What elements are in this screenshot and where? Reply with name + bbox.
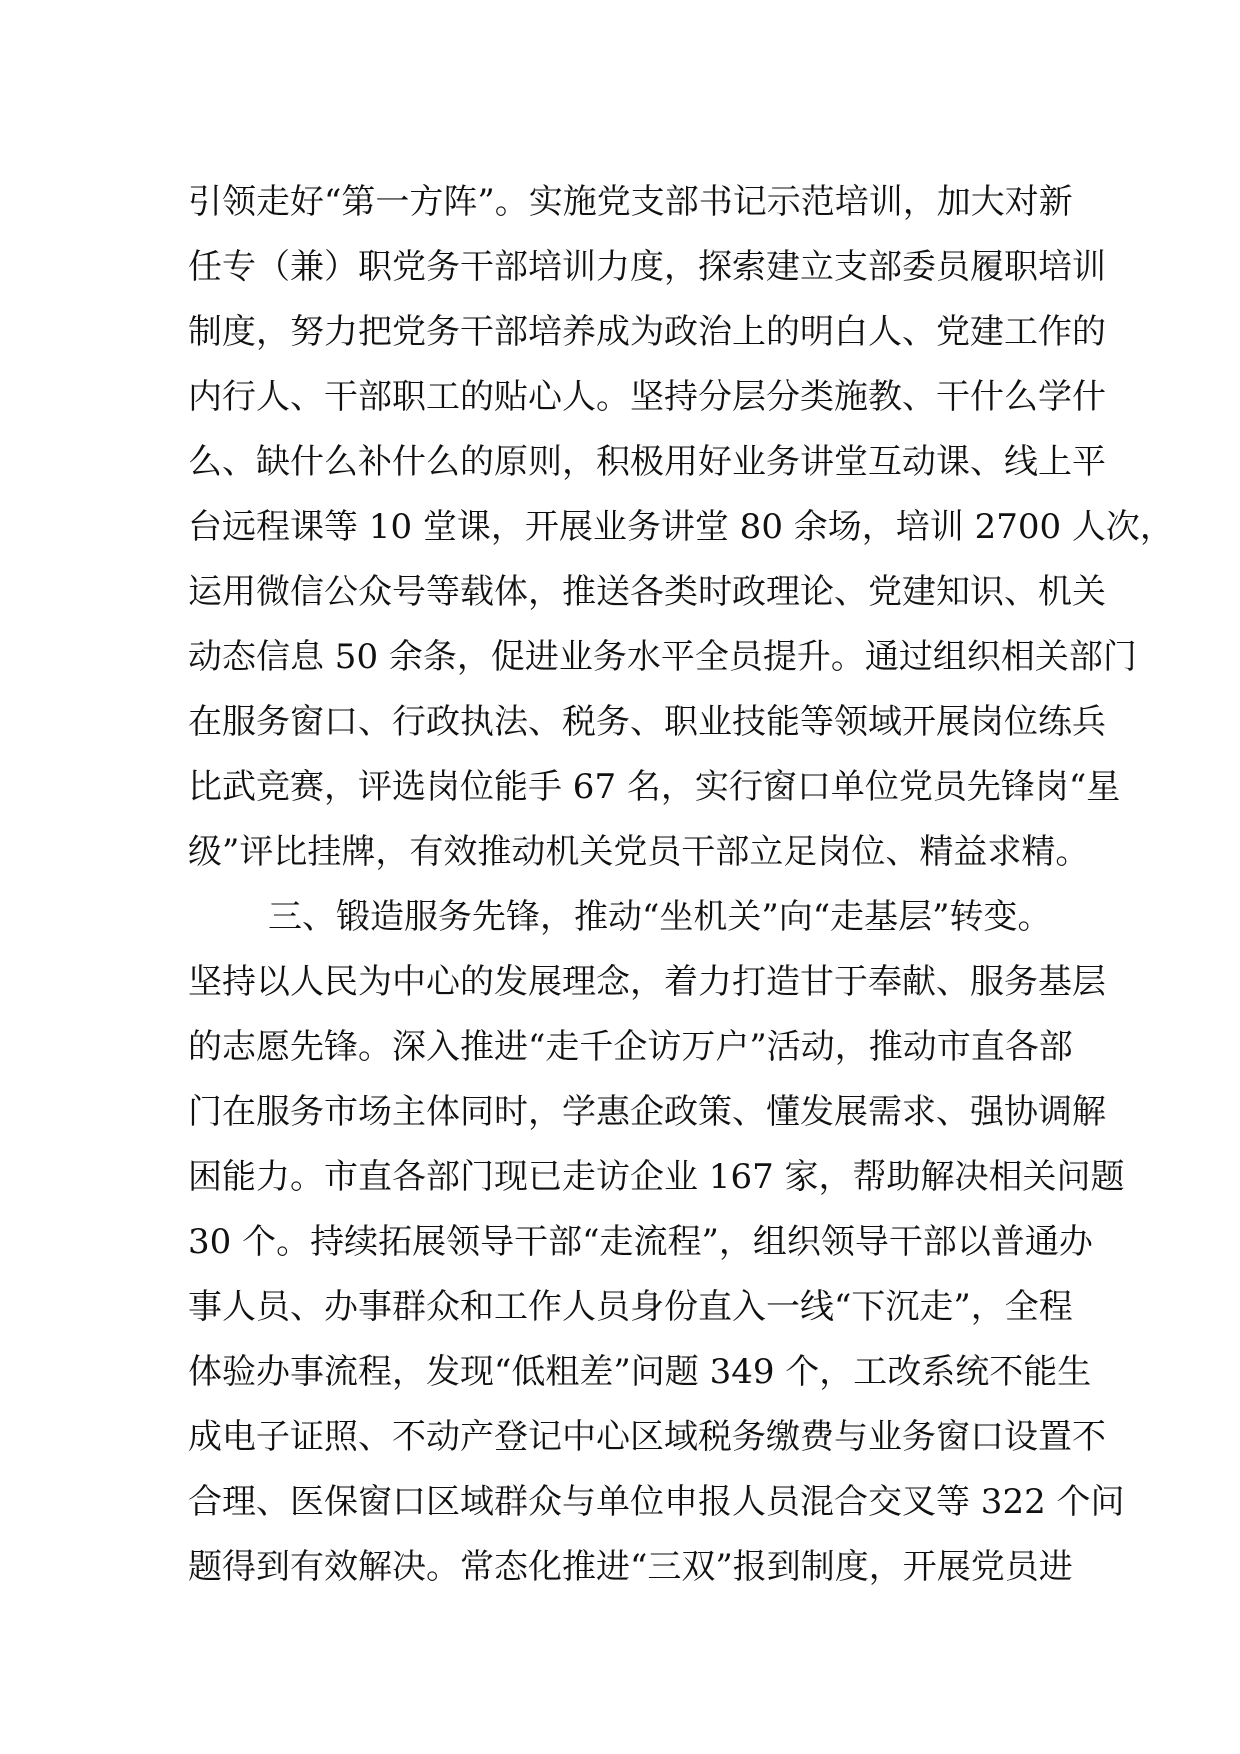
text-line: 门在服务市场主体同时，学惠企政策、懂发展需求、强协调解 xyxy=(188,1092,1106,1132)
section-heading-line: 三、锻造服务先锋，推动“坐机关”向“走基层”转变。 xyxy=(268,897,1052,937)
text-line: 困能力。市直各部门现已走访企业 167 家，帮助解决相关问题 xyxy=(188,1157,1125,1197)
body-text xyxy=(188,170,1174,1600)
text-line: 的志愿先锋。深入推进“走千企访万户”活动，推动市直各部 xyxy=(188,1027,1073,1067)
text-line: 台远程课等 10 堂课，开展业务讲堂 80 余场，培训 2700 人次， xyxy=(188,507,1174,547)
text-line: 么、缺什么补什么的原则，积极用好业务讲堂互动课、线上平 xyxy=(188,442,1106,482)
text-line: 动态信息 50 余条，促进业务水平全员提升。通过组织相关部门 xyxy=(188,637,1137,677)
text-line: 题得到有效解决。常态化推进“三双”报到制度，开展党员进 xyxy=(188,1547,1073,1587)
text-line: 引领走好“第一方阵”。实施党支部书记示范培训，加大对新 xyxy=(188,182,1073,222)
text-line: 成电子证照、不动产登记中心区域税务缴费与业务窗口设置不 xyxy=(188,1417,1106,1457)
text-line: 内行人、干部职工的贴心人。坚持分层分类施教、干什么学什 xyxy=(188,377,1106,417)
text-line: 合理、医保窗口区域群众与单位申报人员混合交叉等 322 个问 xyxy=(188,1482,1125,1522)
text-line: 级”评比挂牌，有效推动机关党员干部立足岗位、精益求精。 xyxy=(188,832,1090,872)
text-line: 在服务窗口、行政执法、税务、职业技能等领域开展岗位练兵 xyxy=(188,702,1106,742)
text-line: 运用微信公众号等载体，推送各类时政理论、党建知识、机关 xyxy=(188,572,1106,612)
text-line: 任专（兼）职党务干部培训力度，探索建立支部委员履职培训 xyxy=(188,247,1106,287)
text-line: 30 个。持续拓展领导干部“走流程”，组织领导干部以普通办 xyxy=(188,1222,1093,1262)
text-line: 比武竞赛，评选岗位能手 67 名，实行窗口单位党员先锋岗“星 xyxy=(188,767,1121,807)
text-line: 坚持以人民为中心的发展理念，着力打造甘于奉献、服务基层 xyxy=(188,962,1106,1002)
text-line: 事人员、办事群众和工作人员身份直入一线“下沉走”，全程 xyxy=(188,1287,1073,1327)
text-line: 体验办事流程，发现“低粗差”问题 349 个，工改系统不能生 xyxy=(188,1352,1092,1392)
text-line: 制度，努力把党务干部培养成为政治上的明白人、党建工作的 xyxy=(188,312,1106,352)
